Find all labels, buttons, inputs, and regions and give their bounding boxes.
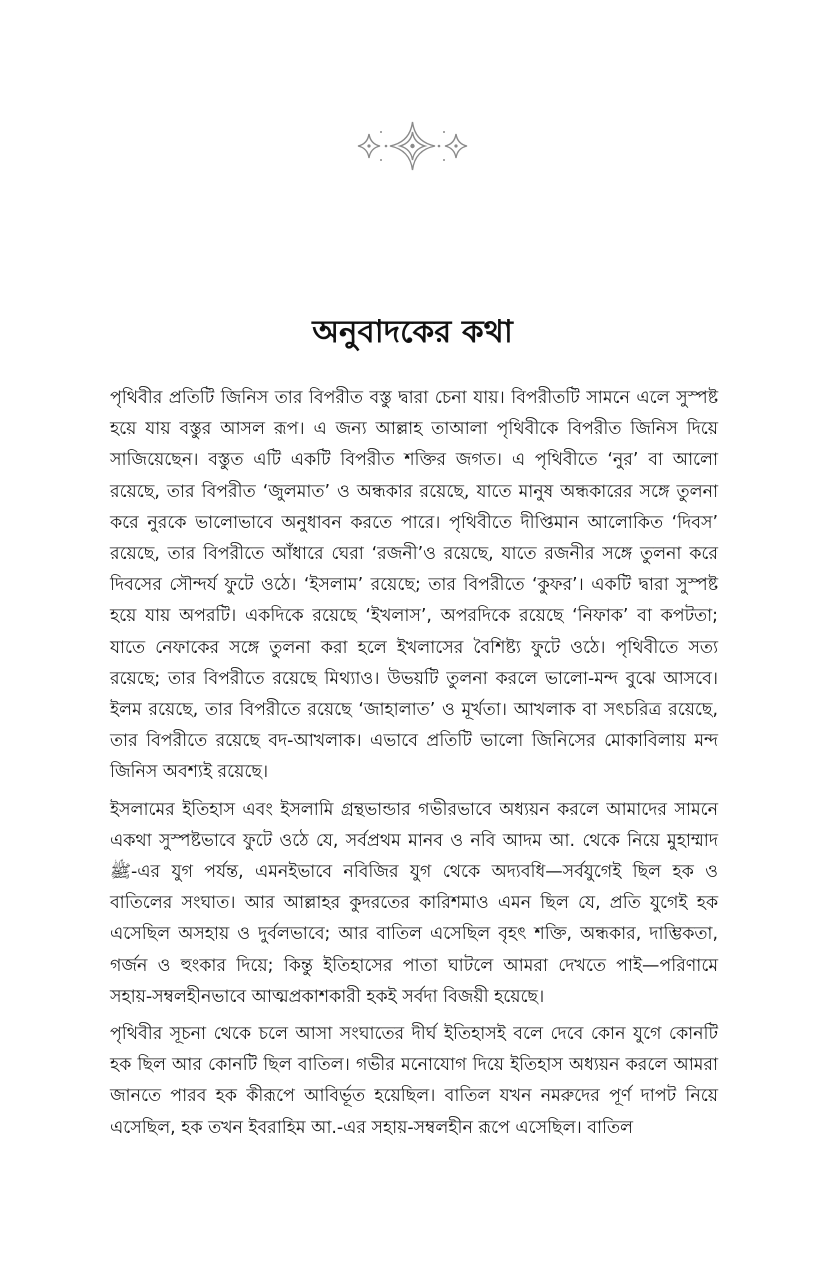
star-ornament-icon xyxy=(355,118,470,174)
paragraph-3: পৃথিবীর সূচনা থেকে চলে আসা সংঘাতের দীর্ঘ ইতিহাসই বলে দেবে কোন যুগে কোনটি হক ছিল আর কোনটি ছিল বাতিল। গভীর মনোযোগ দিয়ে ইতিহাস অধ্যয়ন করলে আমরা জানতে পারব হক কীরূপে আবির্ভূত হয়েছিল। বাতিল যখন নমরুদের পূর্ণ দাপট নিয়ে এসেছিল, হক তখন ইবরাহিম আ.-এর সহায়-সম্বলহীন রূপে এসেছিল। বাতিল xyxy=(110,1024,718,1138)
body-text xyxy=(110,383,718,1150)
paragraph-1: পৃথিবীর প্রতিটি জিনিস তার বিপরীত বস্তু দ্বারা চেনা যায়। বিপরীতটি সামনে এলে সুস্পষ্ট হয়ে যায় বস্তুর আসল রূপ। এ জন্য আল্লাহ তাআলা পৃথিবীকে বিপরীত জিনিস দিয়ে সাজিয়েছেন। বস্তুত এটি একটি বিপরীত শক্তির জগত। এ পৃথিবীতে ‘নুর’ বা আলো রয়েছে, তার বিপরীত ‘জুলমাত’ ও অন্ধকার রয়েছে, যাতে মানুষ অন্ধকারের সঙ্গে তুলনা করে নুরকে ভালোভাবে অনুধাবন করতে পারে। পৃথিবীতে দীপ্তিমান আলোকিত ‘দিবস’ রয়েছে, তার বিপরীতে আঁধারে ঘেরা ‘রজনী’ও রয়েছে, যাতে রজনীর সঙ্গে তুলনা করে দিবসের সৌন্দর্য ফুটে ওঠে। ‘ইসলাম’ রয়েছে; তার বিপরীতে ‘কুফর’। একটি দ্বারা সুস্পষ্ট হয়ে যায় অপরটি। একদিকে রয়েছে ‘ইখলাস’, অপরদিকে রয়েছে ‘নিফাক’ বা কপটতা; যাতে নেফাকের সঙ্গে তুলনা করা হলে ইখলাসের বৈশিষ্ট্য ফুটে ওঠে। পৃথিবীতে সত্য রয়েছে; তার বিপরীতে রয়েছে মিথ্যাও। উভয়টি তুলনা করলে ভালো-মন্দ বুঝে আসবে। ইলম রয়েছে, তার বিপরীতে রয়েছে ‘জাহালাত’ ও মূর্খতা। আখলাক বা সৎচরিত্র রয়েছে, তার বিপরীতে রয়েছে বদ-আখলাক। এভাবে প্রতিটি ভালো জিনিসের মোকাবিলায় মন্দ জিনিস অবশ্যই রয়েছে। xyxy=(110,388,718,783)
paragraph-2: ইসলামের ইতিহাস এবং ইসলামি গ্রন্থভান্ডার গভীরভাবে অধ্যয়ন করলে আমাদের সামনে একথা সুস্পষ্টভাবে ফুটে ওঠে যে, সর্বপ্রথম মানব ও নবি আদম আ. থেকে নিয়ে মুহাম্মাদ ﷺ-এর যুগ পর্যন্ত, এমনইভাবে নবিজির যুগ থেকে অদ্যবধি—সর্বযুগেই ছিল হক ও বাতিলের সংঘাত। আর আল্লাহর কুদরতের কারিশমাও এমন ছিল যে, প্রতি যুগেই হক এসেছিল অসহায় ও দুর্বলভাবে; আর বাতিল এসেছিল বৃহৎ শক্তি, অন্ধকার, দাম্ভিকতা, গর্জন ও হুংকার দিয়ে; কিন্তু ইতিহাসের পাতা ঘাটলে আমরা দেখতে পাই—পরিণামে সহায়-সম্বলহীনভাবে আত্মপ্রকাশকারী হকই সর্বদা বিজয়ী হয়েছে। xyxy=(110,799,718,1007)
page-title: অনুবাদকের কথা xyxy=(312,314,513,350)
